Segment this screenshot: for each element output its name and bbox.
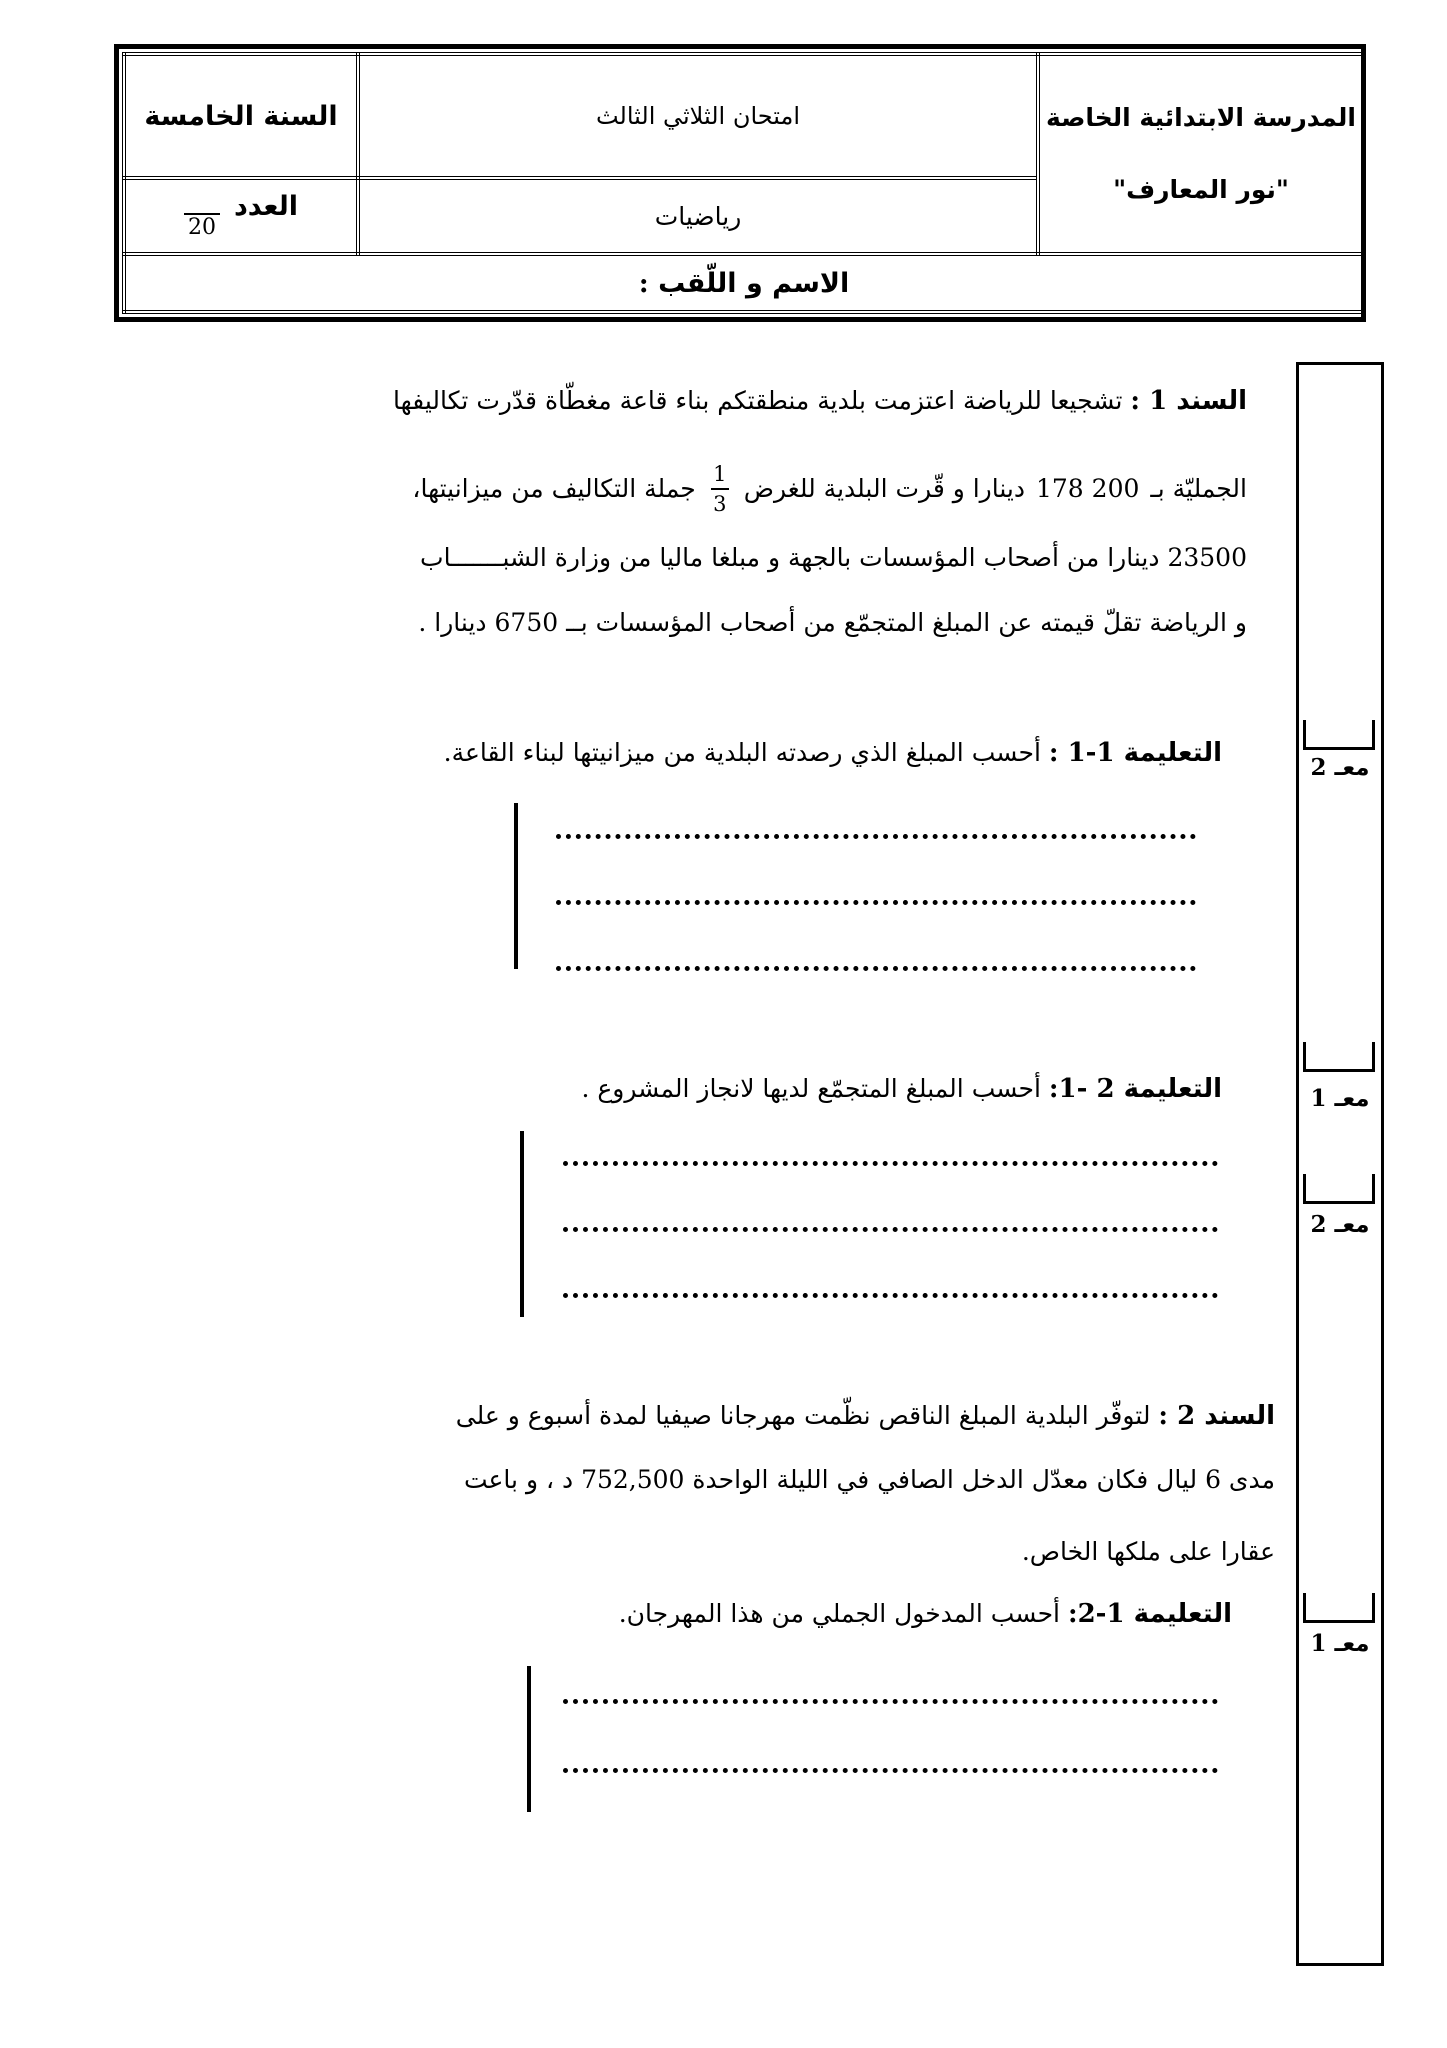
answer-block2-bar <box>520 1131 524 1317</box>
score-label: العدد <box>233 191 299 222</box>
exercise2-label: السند 2 : <box>1158 1401 1275 1431</box>
student-name-cell <box>124 254 1364 312</box>
school-name-line2: "نور المعارف" <box>1113 175 1289 204</box>
instruction1-2 <box>619 1597 1232 1631</box>
one-third-fraction <box>711 462 729 516</box>
exercise1-line2-before: الجمليّة بـ <box>1150 474 1247 503</box>
fraction-bar <box>711 488 729 490</box>
exercise1-line4: و الرياضة تقلّ قيمته عن المبلغ المتجمّع من أصحاب المؤسسات بــ 6750 دينارا . <box>418 608 1247 637</box>
mark3-label: معـ 2 <box>1310 1211 1370 1238</box>
mark1-label: معـ 2 <box>1310 754 1370 781</box>
exercise2-line3: عقارا على ملكها الخاص. <box>1021 1537 1275 1566</box>
subject-cell <box>358 178 1038 254</box>
instruction1-1-text: أحسب المبلغ الذي رصدته البلدية من ميزانيتها لبناء القاعة. <box>443 738 1041 767</box>
score-fraction <box>184 197 220 241</box>
score-cell <box>124 178 358 254</box>
exam-title: امتحان الثلاثي الثالث <box>595 102 801 130</box>
instruction1-2-label: التعليمة 1-2: <box>1067 1599 1232 1629</box>
mark4-label: معـ 1 <box>1310 1630 1370 1657</box>
answer-block3-line1 <box>563 1699 1218 1704</box>
instruction2-1 <box>581 1072 1222 1106</box>
answer-block3-bar <box>527 1666 531 1812</box>
answer-block1-bar <box>514 803 518 969</box>
mark2-bracket <box>1303 1042 1375 1072</box>
header-grid <box>122 52 1366 314</box>
fraction-numerator: 1 <box>713 462 727 486</box>
instruction1-2-text: أحسب المدخول الجملي من هذا المهرجان. <box>618 1599 1060 1628</box>
answer-block3-line2 <box>563 1768 1218 1773</box>
instruction2-1-label: التعليمة 2 -1: <box>1048 1074 1222 1104</box>
marks-column <box>1296 362 1384 1966</box>
exercise1-line1 <box>393 384 1247 418</box>
answer-block1-line1 <box>556 834 1196 839</box>
answer-block2-line1 <box>563 1161 1218 1166</box>
exercise1-line2 <box>412 448 1247 530</box>
mark4-bracket <box>1303 1593 1375 1623</box>
instruction1-1 <box>444 736 1222 770</box>
mark2-label: معـ 1 <box>1310 1085 1370 1112</box>
school-name-line1: المدرسة الابتدائية الخاصة <box>1046 103 1356 132</box>
header-table <box>114 44 1366 322</box>
score-wrap <box>184 191 298 241</box>
mark3-bracket <box>1303 1174 1375 1204</box>
exercise2-line1-text: لتوفّر البلدية المبلغ الناقص نظّمت مهرجانا صيفيا لمدة أسبوع و على <box>455 1401 1151 1430</box>
answer-block2-line2 <box>563 1227 1218 1232</box>
answer-block2-line3 <box>563 1293 1218 1298</box>
exercise1-line2-mid: دينارا و قّرت البلدية للغرض <box>743 474 1025 503</box>
exercise1-line3: 23500 دينارا من أصحاب المؤسسات بالجهة و مبلغا ماليا من وزارة الشبـــــــاب <box>420 543 1247 572</box>
year-cell <box>124 54 358 178</box>
total-cost-value: 178 200 <box>1036 474 1140 503</box>
exam-title-cell <box>358 54 1038 178</box>
score-blank-line <box>184 197 220 215</box>
student-name-label: الاسم و اللّقب : <box>638 267 850 299</box>
instruction1-1-label: التعليمة 1-1 : <box>1048 738 1222 768</box>
instruction2-1-text: أحسب المبلغ المتجمّع لديها لانجاز المشروع . <box>581 1074 1041 1103</box>
school-name-cell <box>1038 54 1364 254</box>
score-max: 20 <box>187 215 216 240</box>
exercise2-line2: مدى 6 ليال فكان معدّل الدخل الصافي في الليلة الواحدة 752,500 د ، و باعت <box>463 1465 1275 1494</box>
mark1-bracket <box>1303 720 1375 750</box>
fraction-denominator: 3 <box>713 492 727 516</box>
exercise1-line1-text: تشجيعا للرياضة اعتزمت بلدية منطقتكم بناء قاعة مغطّاة قدّرت تكاليفها <box>393 386 1123 415</box>
exercise1-label: السند 1 : <box>1130 386 1247 416</box>
exercise2-line1 <box>456 1399 1275 1433</box>
exercise1-line2-after: جملة التكاليف من ميزانيتها، <box>412 474 696 503</box>
year-label: السنة الخامسة <box>144 100 338 132</box>
answer-block1-line3 <box>556 966 1196 971</box>
answer-block1-line2 <box>556 900 1196 905</box>
subject-label: رياضيات <box>654 201 742 231</box>
